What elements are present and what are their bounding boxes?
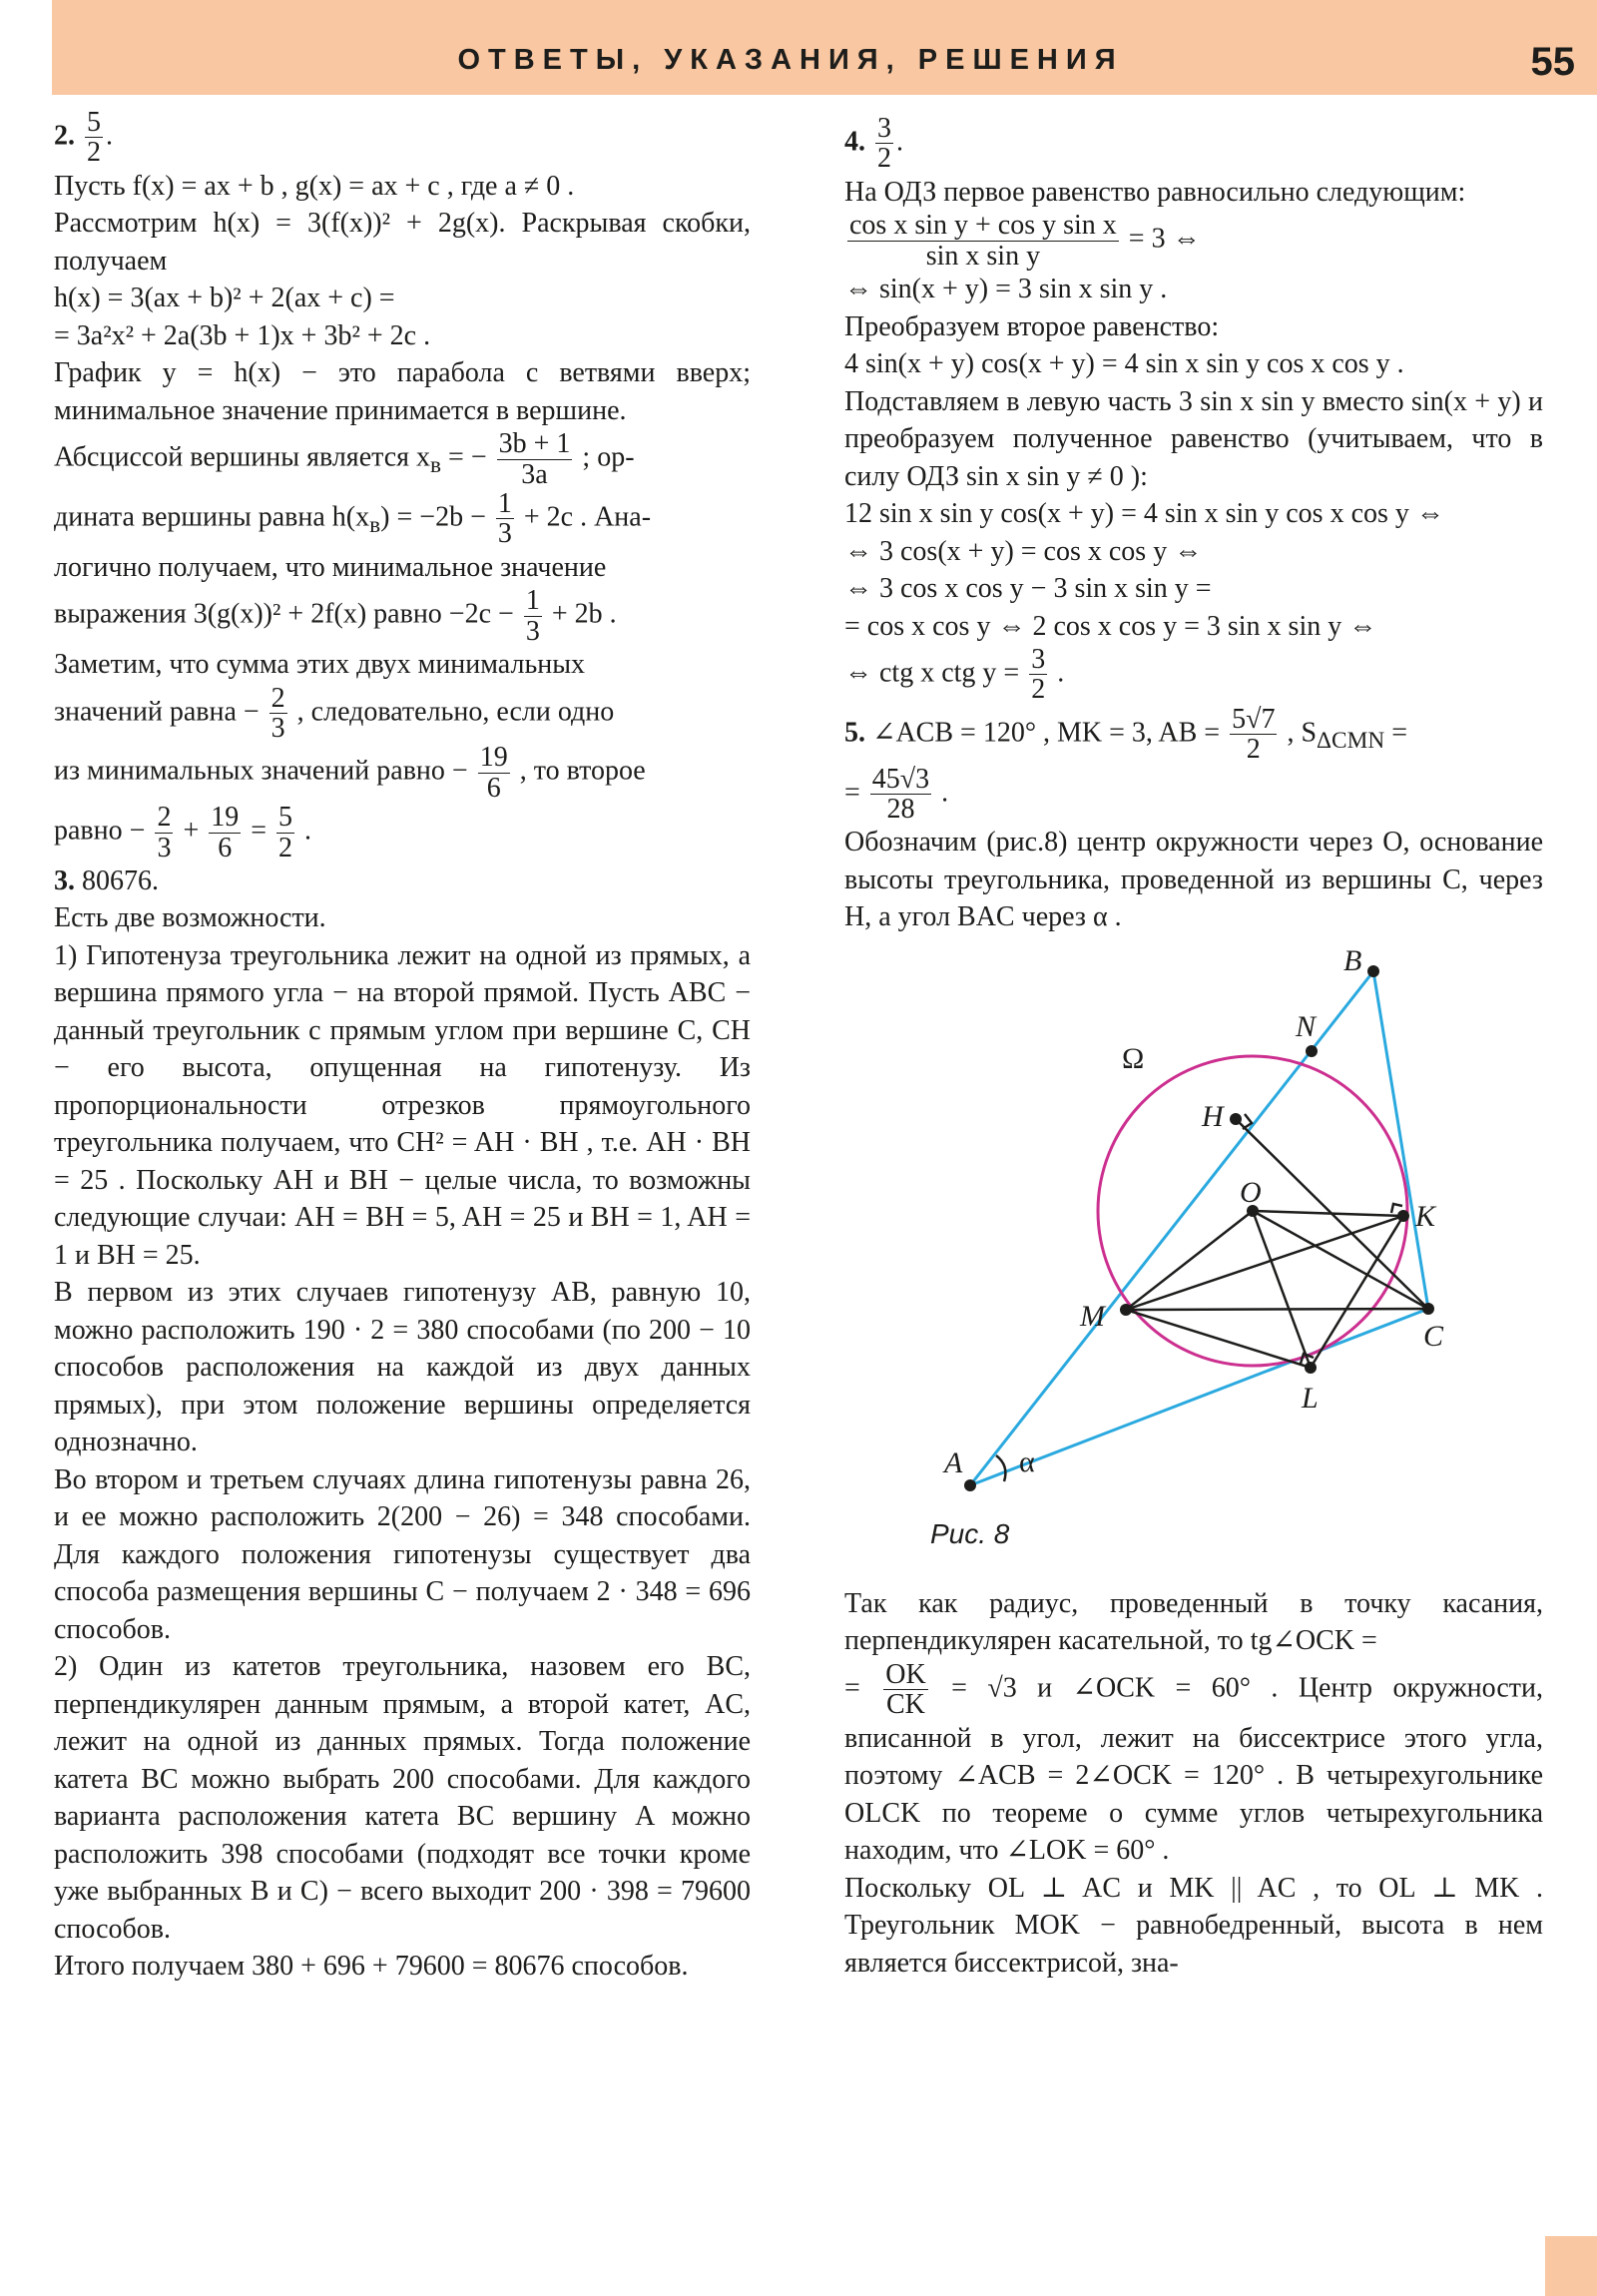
fraction: $\frac{OK}{CK}$: [885, 1658, 926, 1721]
paragraph: из минимальных значений равно − $\frac{19}{6}$ , то второе: [54, 742, 646, 804]
point-L: [1305, 1362, 1317, 1374]
equation: $\frac{\text{cos x sin y + cos y sin x}}{\text{sin x sin y}}$ = 3 ⇔: [849, 210, 1201, 272]
paragraph: Обозначим (рис.8) центр окружности через O, основание высоты треугольника, проведенной из вершины C, через H, а угол BAC через α .: [844, 827, 1543, 933]
label-N: N: [1296, 1009, 1317, 1043]
geometry-diagram: [844, 936, 1543, 1575]
angle-alpha-arc: [996, 1455, 1005, 1481]
paragraph: Так как радиус, проведенный в точку касания, перпендикулярен касательной, то tg∠OCK =: [844, 1587, 1543, 1657]
fraction: $\frac{2}{3}$: [157, 802, 172, 863]
paragraph: Преобразуем второе равенство:: [844, 310, 1220, 342]
fraction: $\frac{5}{2}$: [278, 802, 293, 863]
label-O: O: [1240, 1175, 1262, 1209]
paragraph: 2) Один из катетов треугольника, назовем его BC, перпендикулярен данным прямым, а второй катет, AC, лежит на одной из данных прямых. Тогда положение катета BC можно выбрать 200 способами. Для каждого варианта расположения катета BC вершину A можно расположить 398 способами (подходят все точки кроме уже выбранных B и C) − всего выходит 200 · 398 = 79600 способов.: [54, 1651, 751, 1945]
fraction: $\frac{45√3}{28}$: [871, 763, 930, 826]
equation: ⇔ ctg x ctg y = $\frac{3}{2}$ .: [844, 644, 1065, 706]
point-N: [1306, 1045, 1318, 1057]
paragraph: Рассмотрим h(x) = 3(f(x))² + 2g(x). Раскрывая скобки, получаем: [54, 208, 751, 277]
equation: 4 sin(x + y) cos(x + y) = 4 sin x sin y cos x cos y .: [844, 348, 1404, 380]
fraction: $\frac{5}{2}$: [87, 107, 101, 169]
point-B: [1367, 965, 1379, 977]
equation: = 3a²x² + 2a(3b + 1)x + 3b² + 2c .: [54, 319, 431, 351]
segment-OC: [1253, 1211, 1428, 1309]
paragraph: равно − $\frac{2}{3}$ + $\frac{19}{6}$ = $\frac{5}{2}$ .: [54, 802, 312, 863]
point-A: [964, 1479, 976, 1491]
segment-OL: [1253, 1211, 1311, 1368]
equation: ⇔ sin(x + y) = 3 sin x sin y .: [844, 274, 1168, 305]
paragraph: Подставляем в левую часть 3 sin x sin y вместо sin(x + y) и преобразуем полученное равенство (учитываем, что в силу ОДЗ sin x sin y ≠ 0 ):: [844, 385, 1543, 492]
fraction: $\frac{3}{2}$: [1031, 644, 1046, 706]
figure-caption: Рис. 8: [930, 1517, 1010, 1549]
fraction: $\frac{3}{2}$: [877, 113, 891, 175]
paragraph: В первом из этих случаев гипотенузу AB, равную 10, можно расположить 190 · 2 = 380 способами (по 200 − 10 способов расположения на каждой из двух данных прямых), при этом положение вершины определяется однозначно.: [54, 1277, 751, 1458]
page-number: 55: [1530, 40, 1575, 84]
point-K: [1397, 1210, 1409, 1222]
fraction: $\frac{5√7}{2}$: [1232, 703, 1276, 766]
paragraph: Абсциссой вершины является $x_в$ = − $\frac{3b + 1}{3a}$ ; ор-: [54, 428, 635, 490]
paragraph: Заметим, что сумма этих двух минимальных: [54, 649, 586, 681]
label-K: K: [1415, 1199, 1436, 1233]
label-A: A: [944, 1445, 963, 1479]
paragraph: 1) Гипотенуза треугольника лежит на одной из прямых, а вершина прямого угла − на второй прямой. Пусть ABC − данный треугольник с прямым углом при вершине C, CH − его высота, опущенная на гипотенузу. Из пропорциональности отрезков прямоугольного треугольника получаем, что CH² = AH · BH , т.е. AH · BH = 25 . Поскольку AH и BH − целые числа, то возможны следующие случаи: AH = BH = 5, AH = 25 и BH = 1, AH = 1 и BH = 25.: [54, 939, 751, 1271]
label-omega: Ω: [1122, 1041, 1145, 1075]
label-C: C: [1423, 1319, 1444, 1353]
point-M: [1120, 1304, 1132, 1316]
equation: 12 sin x sin y cos(x + y) = 4 sin x sin y cos x cos y ⇔: [844, 498, 1444, 530]
paragraph: = $\frac{OK}{CK}$ = √3 и ∠OCK = 60° . Центр окружности, вписанной в угол, лежит на биссектрисе этого угла, поэтому ∠ACB = 2∠OCK = 120° . В четырехугольнике OLCK по теореме о сумме углов четырехугольника находим, что ∠LOK = 60° .: [844, 1658, 1544, 1867]
label-B: B: [1343, 943, 1362, 977]
label-L: L: [1302, 1381, 1319, 1415]
point-C: [1422, 1303, 1434, 1315]
fraction: $\frac{\text{cos x sin y + cos y sin x}}{\text{sin x sin y}}$: [849, 210, 1117, 272]
paragraph: На ОДЗ первое равенство равносильно следующим:: [844, 176, 1466, 208]
paragraph: Пусть f(x) = ax + b , g(x) = ax + c , где a ≠ 0 .: [54, 170, 575, 202]
paragraph: График y = h(x) − это парабола с ветвями вверх; минимальное значение принимается в вершине.: [54, 357, 751, 426]
paragraph: Есть две возможности.: [54, 902, 326, 934]
label-alpha: α: [1019, 1444, 1035, 1478]
paragraph: значений равна − $\frac{2}{3}$ , следовательно, если одно: [54, 682, 615, 745]
equation: = cos x cos y ⇔ 2 cos x cos y = 3 sin x sin y ⇔: [844, 610, 1377, 642]
equation: ⇔ 3 cos(x + y) = cos x cos y ⇔: [844, 535, 1203, 567]
corner-tab: [1545, 2236, 1597, 2296]
paragraph: дината вершины равна $h(x_в) = -2b$ − $\frac{1}{3}$ + 2c . Ана-: [54, 488, 652, 550]
segment-ML: [1126, 1310, 1311, 1368]
paragraph: Поскольку OL ⊥ AC и MK || AC , то OL ⊥ MK . Треугольник MOK − равнобедренный, высота в нем является биссектрисой, зна-: [844, 1872, 1543, 1979]
equation: = $\frac{45√3}{28}$ .: [844, 763, 949, 826]
equation: h(x) = 3(ax + b)² + 2(ax + c) =: [54, 283, 395, 314]
problem-3-answer: 3. 80676.: [54, 864, 159, 896]
paragraph: Во втором и третьем случаях длина гипотенузы равна 26, и ее можно расположить 2(200 − 26) = 348 способами. Для каждого положения гипотенузы существует два способа размещения вершины C − получаем 2 · 348 = 696 способов.: [54, 1463, 751, 1645]
point-H: [1230, 1113, 1242, 1125]
problem-5-answer: 5. ∠ACB = 120° , MK = 3, AB = $\frac{5√7}{2}$ , $S_{\Delta CMN}$ =: [844, 703, 1407, 766]
page-header: [52, 0, 1597, 95]
segment-MC: [1126, 1309, 1428, 1310]
label-M: M: [1080, 1299, 1105, 1333]
fraction: $\frac{1}{3}$: [525, 585, 540, 647]
paragraph: выражения 3(g(x))² + 2f(x) равно −2c − $\frac{1}{3}$ + 2b .: [54, 585, 617, 647]
problem-2-answer: 2. $\frac{5}{2}$ .: [54, 107, 113, 169]
fraction: $\frac{3b + 1}{3a}$: [498, 428, 571, 490]
fraction: $\frac{19}{6}$: [479, 742, 508, 804]
label-H: H: [1202, 1099, 1224, 1133]
paragraph: логично получаем, что минимальное значение: [54, 551, 607, 583]
fraction: $\frac{1}{3}$: [497, 488, 512, 550]
equation: ⇔ 3 cos x cos y − 3 sin x sin y =: [844, 573, 1212, 605]
problem-4-answer: 4. $\frac{3}{2}$ .: [844, 113, 903, 175]
segment-MK: [1126, 1216, 1403, 1310]
left-column: [54, 108, 751, 1986]
figure-8: [844, 936, 1543, 1585]
paragraph: Итого получаем 380 + 696 + 79600 = 80676 способов.: [54, 1951, 689, 1983]
right-column: [844, 114, 1543, 1982]
fraction: $\frac{2}{3}$: [270, 682, 285, 745]
fraction: $\frac{19}{6}$: [211, 802, 240, 863]
running-head: ОТВЕТЫ, УКАЗАНИЯ, РЕШЕНИЯ: [457, 44, 1124, 76]
